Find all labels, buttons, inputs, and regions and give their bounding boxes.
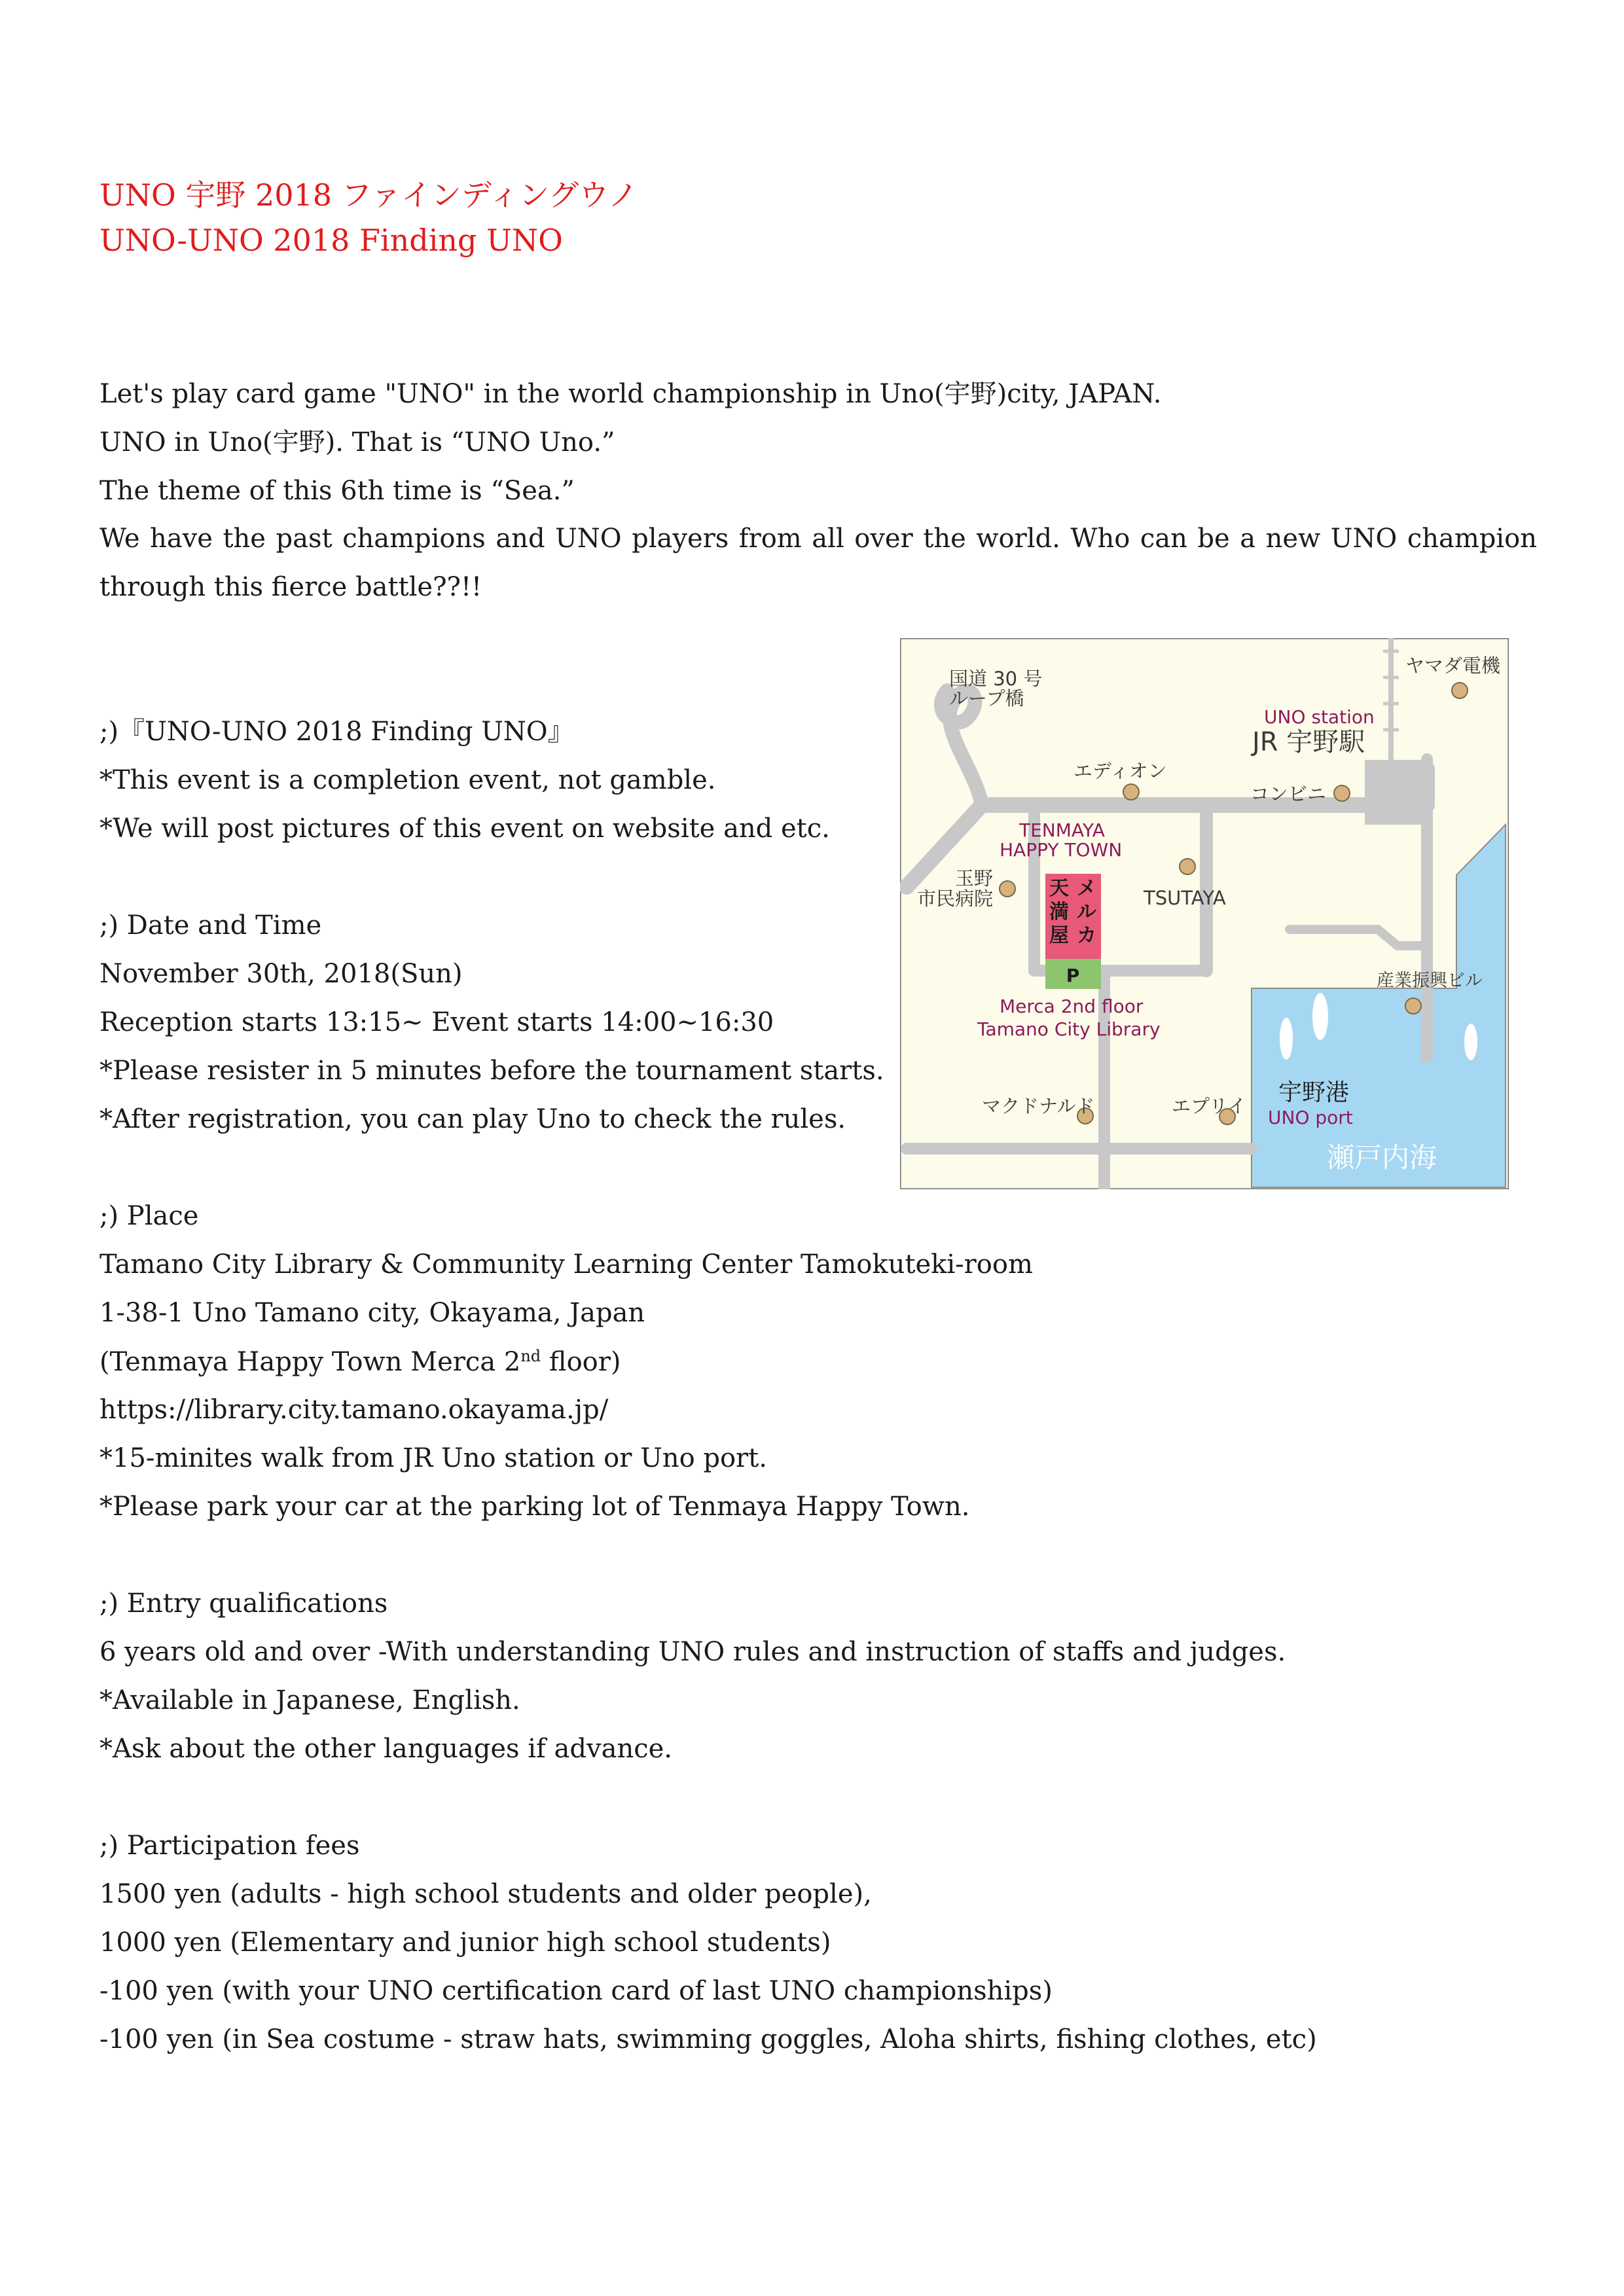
poi-konbini-marker (1334, 785, 1350, 801)
entry-heading: ;) Entry qualifications (99, 1588, 388, 1619)
poi-edion-marker (1123, 784, 1139, 800)
entry-line-3: *Ask about the other languages if advance. (99, 1734, 672, 1764)
map-label-merca-2: ル (1077, 901, 1096, 924)
map-label-merca-floor: Merca 2nd floor (1000, 996, 1144, 1017)
map-label-tenmaya-2: 満 (1049, 901, 1069, 924)
intro-line-1: Let's play card game "UNO" in the world championship in Uno(宇野)city, JAPAN. (99, 379, 1162, 409)
map-label-konbini: コンビニ (1250, 783, 1327, 805)
place-venue: Tamano City Library & Community Learning Center Tamokuteki-room (99, 1249, 1033, 1280)
date-heading: ;) Date and Time (99, 910, 322, 941)
date-day: November 30th, 2018(Sun) (99, 959, 463, 989)
intro-line-2: UNO in Uno(宇野). That is “UNO Uno.” (99, 427, 615, 457)
place-note-1: *15-minites walk from JR Uno station or Uno port. (99, 1443, 767, 1473)
access-map (900, 638, 1509, 1189)
fees-line-1: 1500 yen (adults - high school students and older people), (99, 1879, 872, 1909)
event-note-1: *This event is a completion event, not gamble. (99, 765, 716, 795)
map-label-merca-3: カ (1077, 924, 1096, 947)
place-note-2: *Please park your car at the parking lot of Tenmaya Happy Town. (99, 1492, 970, 1522)
map-label-edion: エディオン (1074, 760, 1167, 782)
date-times: Reception starts 13:15~ Event starts 14:00~16:30 (99, 1007, 774, 1037)
map-label-tenmaya-1: 天 (1049, 877, 1069, 900)
map-label-tenmaya-b: HAPPY TOWN (1000, 839, 1123, 861)
event-note-2: *We will post pictures of this event on website and etc. (99, 814, 830, 844)
map-label-uno-station-en: UNO station (1264, 706, 1375, 728)
poi-yamada-marker (1452, 683, 1468, 698)
map-label-sea: 瀬戸内海 (1327, 1141, 1437, 1174)
map-label-sangyo: 産業振興ビル (1377, 971, 1483, 991)
boat-icon (1464, 1024, 1477, 1060)
map-label-tsutaya: TSUTAYA (1144, 887, 1226, 909)
map-label-port-en: UNO port (1268, 1107, 1353, 1128)
map-label-library: Tamano City Library (977, 1018, 1161, 1040)
intro-line-3: The theme of this 6th time is “Sea.” (99, 476, 575, 506)
title-japanese: UNO 宇野 2018 ファインディングウノ (99, 177, 638, 213)
map-label-merca-1: メ (1077, 877, 1096, 900)
map-label-mcdonalds: マクドナルド (982, 1095, 1095, 1117)
intro-line-4: We have the past champions and UNO players from all over the world. Who can be a new UNO champion through this fierce battle??!! (99, 524, 1537, 602)
date-note-1: *Please resister in 5 minutes before the tournament starts. (99, 1056, 884, 1086)
poi-hospital-marker (1000, 881, 1015, 897)
map-label-route30: 国道 30 号 (949, 668, 1043, 690)
map-label-parking: P (1066, 965, 1080, 986)
poi-tsutaya-marker (1180, 859, 1195, 874)
map-label-hospital-a: 玉野 (955, 867, 994, 889)
fees-line-2: 1000 yen (Elementary and junior high school students) (99, 1928, 831, 1958)
poi-sangyo-marker (1405, 998, 1421, 1014)
place-heading: ;) Place (99, 1201, 199, 1231)
map-label-hospital-b: 市民病院 (917, 888, 994, 910)
boat-icon (1312, 993, 1328, 1040)
fees-line-3: -100 yen (with your UNO certification card of last UNO championships) (99, 1976, 1053, 2006)
title-english: UNO-UNO 2018 Finding UNO (99, 223, 563, 258)
date-note-2: *After registration, you can play Uno to check the rules. (99, 1104, 846, 1134)
map-label-apply: エプリイ (1172, 1095, 1246, 1117)
fees-heading: ;) Participation fees (99, 1831, 360, 1861)
fees-line-4: -100 yen (in Sea costume - straw hats, swimming goggles, Aloha shirts, fishing clothes, etc) (99, 2024, 1317, 2054)
map-label-uno-station-jp: JR 宇野駅 (1252, 727, 1365, 757)
entry-line-2: *Available in Japanese, English. (99, 1685, 520, 1715)
map-label-loop-bridge: ループ橋 (949, 687, 1024, 709)
entry-line-1: 6 years old and over -With understanding UNO rules and instruction of staffs and judges. (99, 1637, 1286, 1667)
place-address: 1-38-1 Uno Tamano city, Okayama, Japan (99, 1298, 645, 1328)
place-url[interactable]: https://library.city.tamano.okayama.jp/ (99, 1395, 609, 1425)
map-label-yamada: ヤマダ電機 (1405, 655, 1501, 677)
map-label-tenmaya-3: 屋 (1049, 924, 1069, 947)
event-heading: ;)『UNO-UNO 2018 Finding UNO』 (99, 717, 574, 747)
map-label-port-jp: 宇野港 (1278, 1079, 1350, 1106)
map-label-tenmaya-a: TENMAYA (1019, 819, 1105, 841)
place-building: (Tenmaya Happy Town Merca 2nd floor) (99, 1347, 621, 1377)
boat-icon (1280, 1018, 1293, 1060)
